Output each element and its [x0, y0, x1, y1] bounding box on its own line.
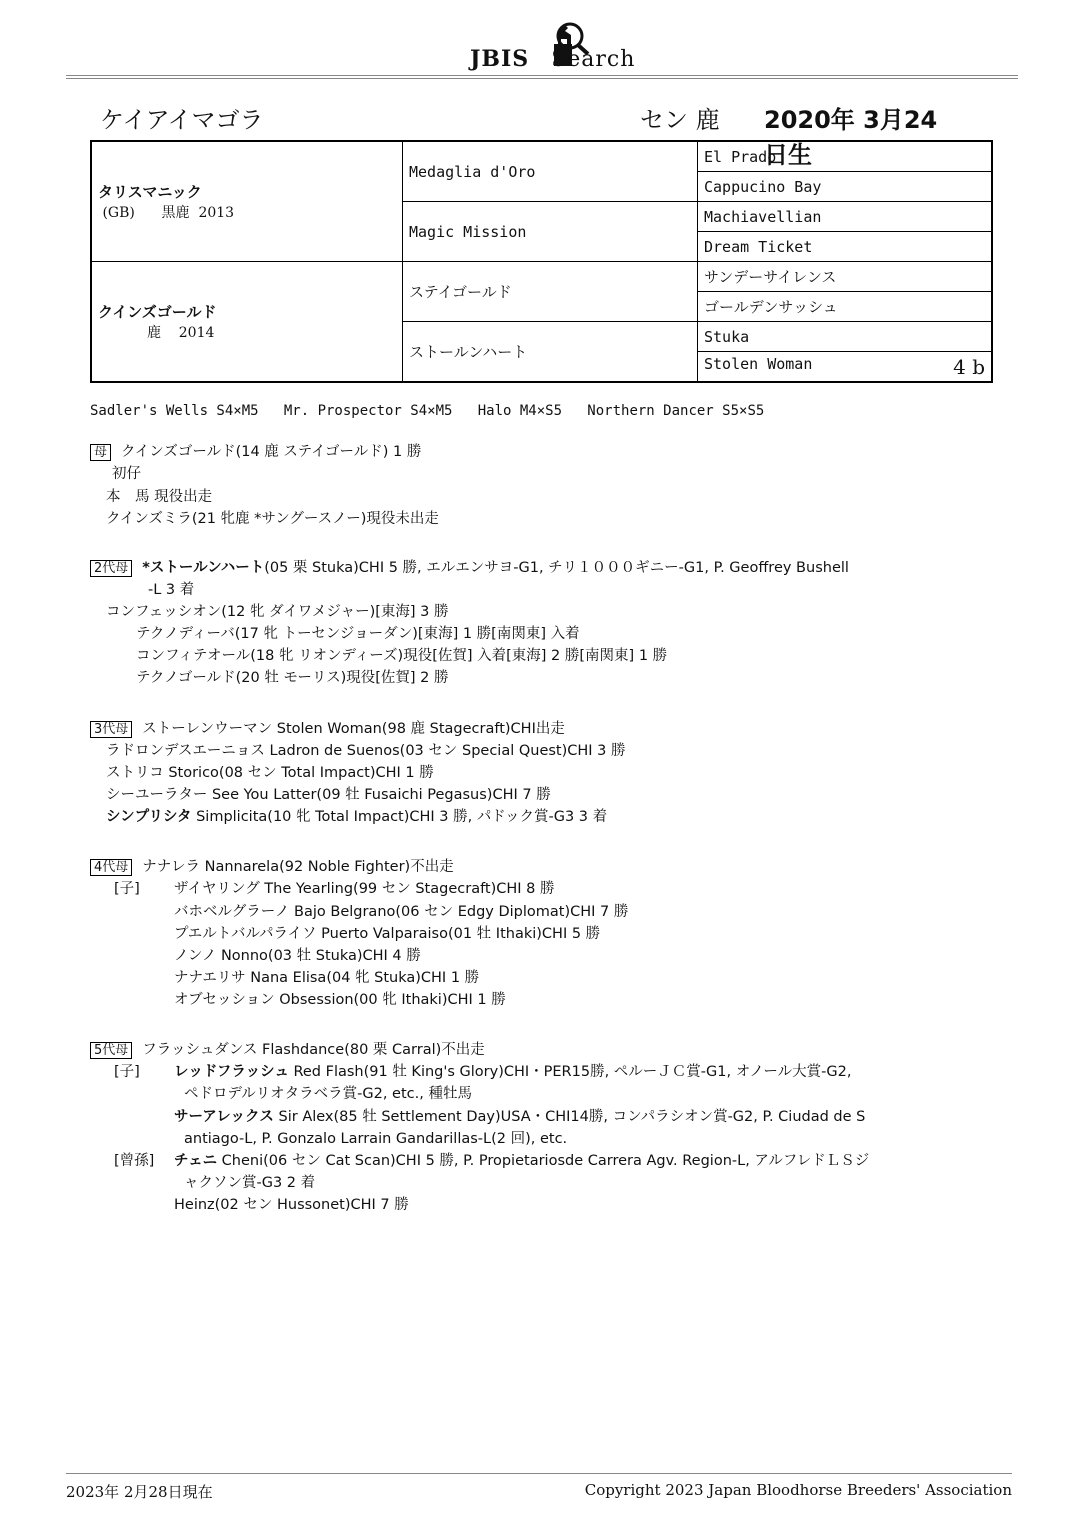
- gen4-head: ナナレラ Nannarela(92 Noble Fighter)不出走: [142, 859, 454, 875]
- gen3-line-2: ストリコ Storico(08 セン Total Impact)CHI 1 勝: [106, 765, 434, 781]
- footer-date: 2023年 2月28日現在: [66, 1483, 213, 1501]
- gen5-greatgrand-label: [曾孫]: [114, 1153, 155, 1169]
- gen5-line-1-name: レッドフラッシュ: [174, 1064, 289, 1080]
- dam-name: クインズゴールド: [98, 303, 217, 321]
- gen3-head: ストーレンウーマン Stolen Woman(98 鹿 Stagecraft)CHI出走: [142, 721, 565, 737]
- gen5-line-3-cont: ャクソン賞-G3 2 着: [184, 1175, 316, 1191]
- gen4-line-1: ザイヤリング The Yearling(99 セン Stagecraft)CHI 8 勝: [174, 881, 555, 897]
- footer-copyright: Copyright 2023 Japan Bloodhorse Breeders' Association: [584, 1481, 1012, 1499]
- gen5-line-2: Sir Alex(85 牡 Settlement Day)USA・CHI14勝, コンパラシオン賞-G2, P. Ciudad de S: [273, 1109, 866, 1125]
- sire-name: タリスマニック: [98, 183, 202, 201]
- jbis-search-logo: [470, 18, 640, 73]
- pedigree-ddd-name: Stolen Woman: [704, 354, 813, 373]
- gen5-line-1: Red Flash(91 牡 King's Glory)CHI・PER15勝, ペルーＪＣ賞-G1, オノール大賞-G2,: [288, 1064, 852, 1080]
- pedigree-table: [90, 140, 993, 383]
- gen4-line-2: バホベルグラーノ Bajo Belgrano(06 セン Edgy Diplomat)CHI 7 勝: [174, 904, 629, 920]
- gen5-head: フラッシュダンス Flashdance(80 栗 Carral)不出走: [142, 1042, 485, 1058]
- footer-divider: [66, 1473, 1012, 1474]
- gen5-line-3: Cheni(06 セン Cat Scan)CHI 5 勝, P. Propietariosde Carrera Agv. Region-L, アルフレドＬＳジ: [217, 1153, 870, 1169]
- horse-name: ケイアイマゴラ: [100, 106, 264, 134]
- header-divider: [66, 75, 1018, 79]
- pedigree-ddd: [698, 352, 993, 383]
- gen5-line-2-name: サーアレックス: [174, 1109, 274, 1125]
- dam-line-3: クインズミラ(21 牝鹿 *サングースノー)現役未出走: [106, 511, 439, 527]
- gen5-line-2-cont: antiago-L, P. Gonzalo Larrain Gandarillas-L(2 回), etc.: [184, 1131, 568, 1147]
- gen2-line-3: コンフィテオール(18 牝 リオンディーズ)現役[佐賀] 入着[東海] 2 勝[南関東] 1 勝: [136, 648, 668, 664]
- logo-jbis: JBIS: [470, 46, 530, 72]
- gen4-line-3: プエルトバルパライソ Puerto Valparaiso(01 牡 Ithaki)CHI 5 勝: [174, 926, 601, 942]
- gen5-line-3-name: チェニ: [174, 1153, 218, 1169]
- family-number: 4 b: [953, 354, 985, 379]
- logo-text: [470, 46, 635, 72]
- pedigree-dsd: ゴールデンサッシュ: [698, 292, 993, 322]
- gen2-line-4: テクノゴールド(20 牡 モーリス)現役[佐賀] 2 勝: [136, 670, 449, 686]
- pedigree-dds: Stuka: [698, 322, 993, 352]
- gen5-line-1-cont: ペドロデルリオタラベラ賞-G2, etc., 種牡馬: [184, 1086, 472, 1102]
- pedigree-sdd: Dream Ticket: [698, 232, 993, 262]
- gen2-line-2: テクノディーバ(17 牝 トーセンジョーダン)[東海] 1 勝[南関東] 入着: [136, 626, 580, 642]
- pedigree-dam: [91, 262, 403, 383]
- pedigree-sire-dam: Magic Mission: [403, 202, 698, 262]
- horse-sex-color: セン 鹿: [640, 106, 720, 134]
- gen3-line-4: Simplicita(10 牝 Total Impact)CHI 3 勝, パドック賞-G3 3 着: [191, 809, 608, 825]
- gen2-head: (05 栗 Stuka)CHI 5 勝, エルエンサヨ-G1, チリ１０００ギニー-G1, P. Geoffrey Bushell: [264, 560, 849, 576]
- sire-details: (GB) 黒鹿 2013: [98, 205, 235, 221]
- gen2-tag: 2代母: [90, 560, 132, 577]
- pedigree-dss: サンデーサイレンス: [698, 262, 993, 292]
- pedigree-sire: [91, 141, 403, 262]
- gen4-kid-label: [子]: [114, 881, 140, 897]
- gen4-line-6: オブセッション Obsession(00 牝 Ithaki)CHI 1 勝: [174, 992, 506, 1008]
- gen4-line-4: ノンノ Nonno(03 牡 Stuka)CHI 4 勝: [174, 948, 421, 964]
- pedigree-sds: Machiavellian: [698, 202, 993, 232]
- dam-line-2: 本 馬 現役出走: [106, 489, 213, 505]
- gen4-tag: 4代母: [90, 859, 132, 876]
- dam-tag: 母: [90, 444, 111, 461]
- gen4-line-5: ナナエリサ Nana Elisa(04 牝 Stuka)CHI 1 勝: [174, 970, 480, 986]
- gen5-tag: 5代母: [90, 1042, 132, 1059]
- pedigree-sire-sire: Medaglia d'Oro: [403, 141, 698, 202]
- dam-head: クインズゴールド(14 鹿 ステイゴールド) 1 勝: [121, 444, 422, 460]
- inbreeding-summary: Sadler's Wells S4×M5 Mr. Prospector S4×M5 Halo M4×S5 Northern Dancer S5×S5: [90, 403, 765, 419]
- gen3-line-4-name: シンプリシタ: [106, 809, 192, 825]
- dam-line-1: 初仔: [112, 466, 141, 482]
- gen3-line-3: シーユーラター See You Latter(09 牡 Fusaichi Pegasus)CHI 7 勝: [106, 787, 551, 803]
- gen3-tag: 3代母: [90, 721, 132, 738]
- gen5-line-4: Heinz(02 セン Hussonet)CHI 7 勝: [174, 1197, 409, 1213]
- gen2-line-1: コンフェッシオン(12 牝 ダイワメジャー)[東海] 3 勝: [106, 604, 449, 620]
- pedigree-dam-dam: ストールンハート: [403, 322, 698, 383]
- logo-search: Search: [551, 47, 636, 72]
- horse-birth-date: 2020年 3月24日生: [764, 106, 938, 169]
- pedigree-sss: El Prado: [698, 141, 993, 172]
- pedigree-ssd: Cappucino Bay: [698, 172, 993, 202]
- gen2-head-name: *ストールンハート: [142, 560, 265, 576]
- dam-details: 鹿 2014: [98, 325, 215, 341]
- pedigree-dam-sire: ステイゴールド: [403, 262, 698, 322]
- gen5-kid-label: [子]: [114, 1064, 140, 1080]
- gen2-head-cont: -L 3 着: [148, 582, 195, 598]
- gen3-line-1: ラドロンデスエーニョス Ladron de Suenos(03 セン Special Quest)CHI 3 勝: [106, 743, 626, 759]
